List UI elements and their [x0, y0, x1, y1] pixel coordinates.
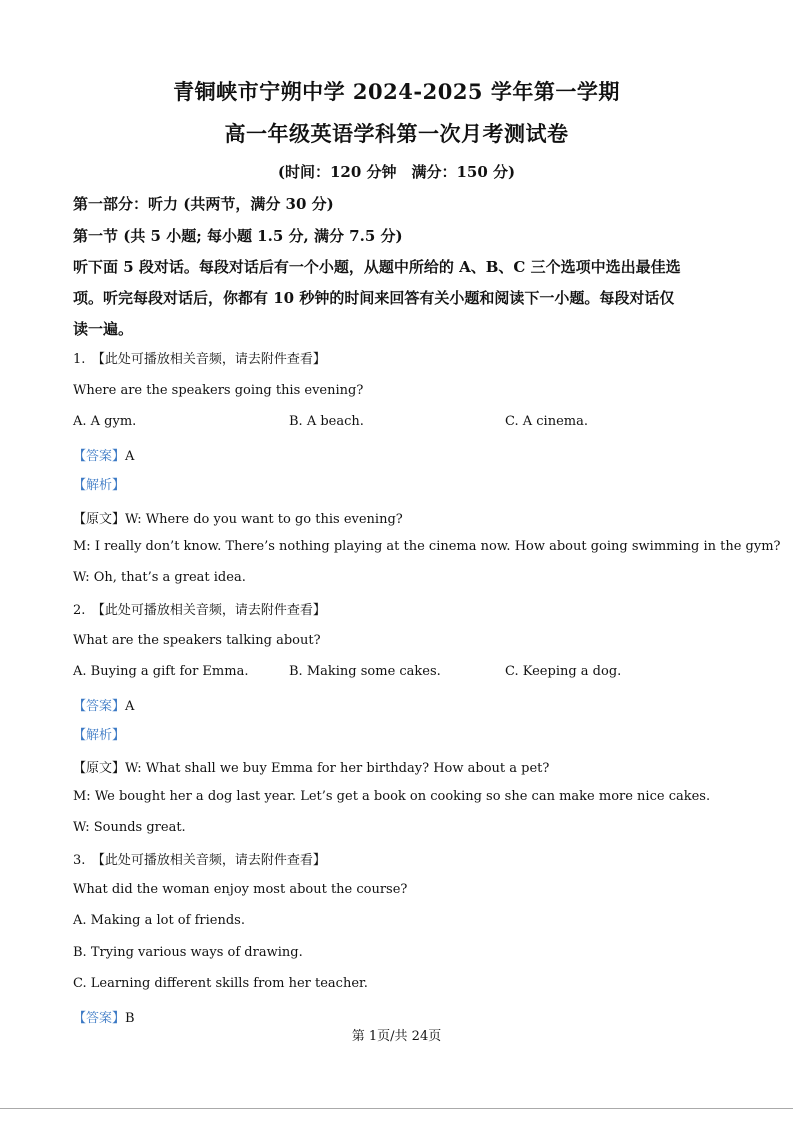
- instruction-line-2: 项。听完每段对话后，你都有 10 秒钟的时间来回答有关小题和阅读下一小题。每段对话仅: [73, 289, 675, 307]
- q1-analysis-label: 【解析】: [73, 478, 126, 493]
- q1-question: Where are the speakers going this evening?: [73, 383, 364, 398]
- q2-option-c: C. Keeping a dog.: [505, 664, 622, 679]
- q1-script-line-2: M: I really don’t know. There’s nothing playing at the cinema now. How about going swimming in the gym?: [73, 539, 781, 554]
- q2-question: What are the speakers talking about?: [73, 633, 321, 648]
- page-number: 第 1页/共 24页: [351, 1029, 442, 1044]
- q3-audio-note: 3. 【此处可播放相关音频，请去附件查看】: [73, 853, 326, 868]
- answer-label: 【答案】: [73, 699, 126, 714]
- q2-option-a: A. Buying a gift for Emma.: [73, 664, 249, 679]
- time-info: (时间：120 分钟 满分：150 分): [277, 163, 516, 181]
- q2-script-text-1: W: What shall we buy Emma for her birthday? How about a pet?: [125, 761, 550, 776]
- q2-answer: [73, 695, 134, 714]
- q2-answer-value: A: [125, 699, 135, 714]
- q1-audio-note: 1. 【此处可播放相关音频，请去附件查看】: [73, 352, 326, 367]
- q1-option-a: A. A gym.: [73, 414, 137, 429]
- q3-question: What did the woman enjoy most about the course?: [73, 882, 408, 897]
- q2-script-line-2: M: We bought her a dog last year. Let’s get a book on cooking so she can make more nice cakes.: [73, 789, 711, 804]
- bottom-divider: [0, 1108, 793, 1109]
- original-label: 【原文】: [73, 512, 126, 527]
- instruction-line-3: 读一遍。: [73, 320, 134, 338]
- q1-script-text-1: W: Where do you want to go this evening?: [125, 512, 403, 527]
- q1-script-line-1: [73, 508, 403, 527]
- q3-option-c: C. Learning different skills from her teacher.: [73, 976, 368, 991]
- original-label: 【原文】: [73, 761, 126, 776]
- q1-answer-value: A: [125, 449, 135, 464]
- q3-answer-value: B: [125, 1011, 135, 1026]
- q1-answer: [73, 445, 134, 464]
- q2-audio-note: 2. 【此处可播放相关音频，请去附件查看】: [73, 603, 326, 618]
- exam-title: 高一年级英语学科第一次月考测试卷: [224, 121, 569, 146]
- q2-script-line-1: [73, 757, 549, 776]
- q1-option-b: B. A beach.: [289, 414, 364, 429]
- q1-script-line-3: W: Oh, that’s a great idea.: [73, 570, 246, 585]
- q3-option-b: B. Trying various ways of drawing.: [73, 945, 303, 960]
- instruction-line-1: 听下面 5 段对话。每段对话后有一个小题，从题中所给的 A、B、C 三个选项中选出最佳选: [73, 258, 681, 276]
- answer-label: 【答案】: [73, 1011, 126, 1026]
- part-heading: 第一部分：听力 (共两节，满分 30 分): [73, 195, 334, 213]
- q2-analysis-label: 【解析】: [73, 728, 126, 743]
- q1-option-c: C. A cinema.: [505, 414, 588, 429]
- answer-label: 【答案】: [73, 449, 126, 464]
- q2-script-line-3: W: Sounds great.: [73, 820, 186, 835]
- q2-option-b: B. Making some cakes.: [289, 664, 441, 679]
- q3-answer: [73, 1007, 135, 1026]
- section-heading: 第一节 (共 5 小题; 每小题 1.5 分, 满分 7.5 分): [73, 227, 403, 245]
- q3-option-a: A. Making a lot of friends.: [73, 913, 245, 928]
- school-title: 青铜峡市宁朔中学 2024-2025 学年第一学期: [173, 79, 620, 104]
